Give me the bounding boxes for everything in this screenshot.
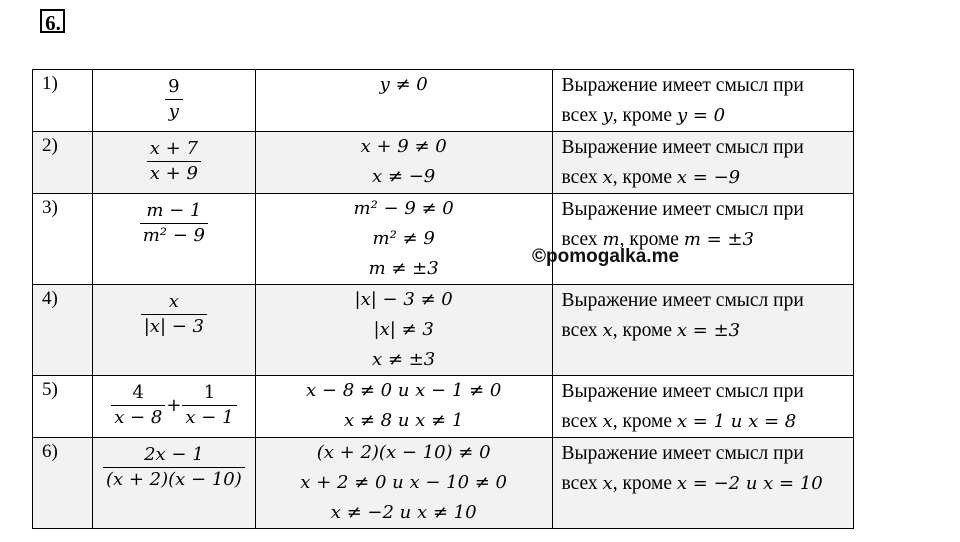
denominator: x + 9: [149, 162, 198, 184]
condition-line: (x + 2)(x − 10) ≠ 0: [316, 442, 491, 463]
condition-line: x − 8 ≠ 0 и x − 1 ≠ 0: [306, 380, 502, 401]
result-line2: всех x, кроме x = −2 и x = 10: [561, 473, 823, 494]
condition-line: m² − 9 ≠ 0: [353, 198, 454, 219]
result-line1: Выражение имеет смысл при: [561, 381, 804, 402]
condition-line: |x| − 3 ≠ 0: [354, 289, 453, 310]
denominator: x − 1: [185, 406, 234, 428]
condition-line: y ≠ 0: [379, 74, 428, 95]
row-index: 6): [33, 438, 93, 529]
plus-operator: +: [166, 394, 182, 416]
result-line1: Выражение имеет смысл при: [561, 75, 804, 96]
numerator: 2x − 1: [144, 443, 204, 465]
condition-line: m ≠ ±3: [368, 258, 439, 279]
numerator: x: [168, 290, 179, 312]
numerator: 4: [132, 381, 144, 403]
result-line1: Выражение имеет смысл при: [561, 137, 804, 158]
condition-line: m² ≠ 9: [372, 228, 435, 249]
result-cell: [552, 70, 853, 132]
fraction: [147, 137, 201, 186]
numerator: m − 1: [146, 199, 202, 221]
result-cell: [552, 194, 853, 285]
result-cell: [552, 285, 853, 376]
denominator: m² − 9: [142, 224, 205, 246]
result-line1: Выражение имеет смысл при: [561, 443, 804, 464]
table-row: [33, 376, 854, 438]
condition-line: x ≠ −2 и x ≠ 10: [330, 502, 477, 523]
denominator: |x| − 3: [143, 315, 204, 337]
denominator: (x + 2)(x − 10): [105, 468, 242, 490]
conditions-cell: [255, 194, 552, 285]
numerator: 1: [203, 381, 216, 403]
condition-line: x + 9 ≠ 0: [360, 136, 447, 157]
result-line1: Выражение имеет смысл при: [561, 290, 804, 311]
conditions-cell: [255, 438, 552, 529]
conditions-cell: [255, 285, 552, 376]
expression-cell: [92, 285, 255, 376]
fraction: [165, 75, 182, 124]
condition-line: x ≠ −9: [372, 166, 436, 187]
expression-cell: [92, 376, 255, 438]
row-index: 1): [33, 70, 93, 132]
expression-cell: [92, 70, 255, 132]
watermark: ©pomogalka.me: [532, 246, 680, 267]
condition-line: |x| ≠ 3: [373, 319, 434, 340]
table-row: [33, 194, 854, 285]
result-line2: всех x, кроме x = −9: [561, 167, 741, 188]
fraction: [140, 199, 208, 248]
numerator: 9: [168, 75, 180, 97]
condition-line: x + 2 ≠ 0 и x − 10 ≠ 0: [300, 472, 507, 493]
conditions-cell: [255, 70, 552, 132]
denominator: y: [168, 100, 179, 122]
conditions-cell: [255, 132, 552, 194]
fraction: [182, 381, 236, 430]
result-line2: всех x, кроме x = 1 и x = 8: [561, 411, 797, 432]
result-line2: всех y, кроме y = 0: [561, 105, 726, 126]
fraction: [111, 381, 165, 430]
result-cell: [552, 132, 853, 194]
expression-cell: [92, 438, 255, 529]
row-index: 5): [33, 376, 93, 438]
table-row: [33, 132, 854, 194]
table-row: [33, 438, 854, 529]
expression-cell: [92, 132, 255, 194]
condition-line: x ≠ ±3: [372, 349, 436, 370]
row-index: 3): [33, 194, 93, 285]
numerator: x + 7: [149, 137, 198, 159]
result-cell: [552, 376, 853, 438]
row-index: 4): [33, 285, 93, 376]
row-index: 2): [33, 132, 93, 194]
table-row: [33, 70, 854, 132]
result-line2: всех x, кроме x = ±3: [561, 320, 741, 341]
denominator: x − 8: [114, 406, 163, 428]
fraction: [141, 290, 207, 339]
result-cell: [552, 438, 853, 529]
conditions-cell: [255, 376, 552, 438]
fraction: [103, 443, 245, 492]
result-line1: Выражение имеет смысл при: [561, 199, 804, 220]
expression-cell: [92, 194, 255, 285]
solution-table: [32, 69, 854, 529]
result-line2: всех m, кроме m = ±3: [561, 229, 754, 250]
table-row: [33, 285, 854, 376]
problem-number: 6.: [40, 9, 65, 33]
condition-line: x ≠ 8 и x ≠ 1: [344, 410, 464, 431]
